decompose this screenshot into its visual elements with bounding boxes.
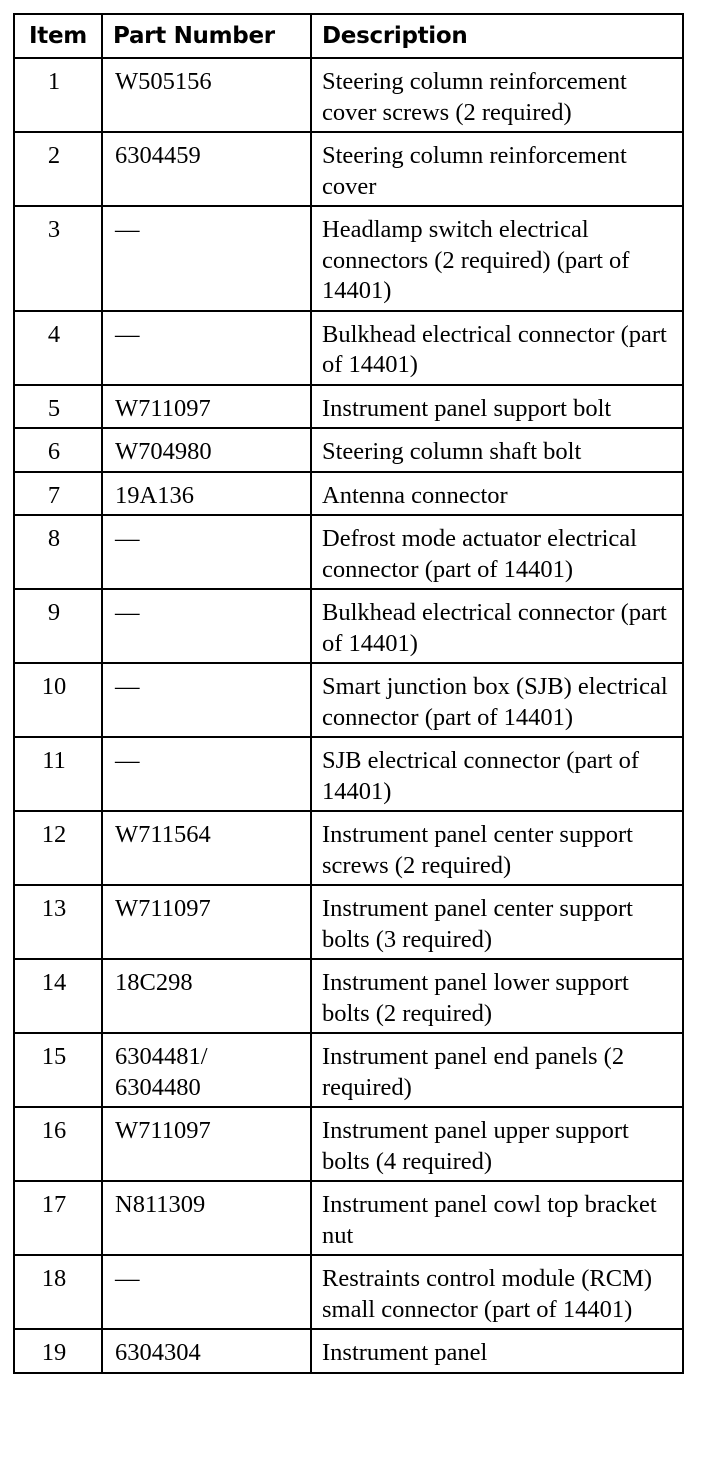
item-cell: 18: [14, 1255, 102, 1329]
table-row: [14, 1181, 683, 1255]
description-cell: Bulkhead electrical connector (part of 14401): [311, 589, 683, 663]
part-number-cell: 18C298: [102, 959, 311, 1033]
table-row: [14, 515, 683, 589]
header-row: [14, 14, 683, 58]
part-number-cell: —: [102, 663, 311, 737]
table-row: [14, 132, 683, 206]
column-header-item: Item: [14, 14, 102, 58]
table-row: [14, 472, 683, 516]
table-row: [14, 663, 683, 737]
description-cell: Instrument panel center support bolts (3 required): [311, 885, 683, 959]
table-row: [14, 311, 683, 385]
table-row: [14, 428, 683, 472]
description-cell: SJB electrical connector (part of 14401): [311, 737, 683, 811]
table-row: [14, 1033, 683, 1107]
part-number-cell: 6304304: [102, 1329, 311, 1373]
part-number-cell: N811309: [102, 1181, 311, 1255]
parts-table: [13, 13, 684, 1374]
table-row: [14, 811, 683, 885]
part-number-cell: W711564: [102, 811, 311, 885]
part-number-cell: 6304459: [102, 132, 311, 206]
description-cell: Steering column shaft bolt: [311, 428, 683, 472]
description-cell: Instrument panel upper support bolts (4 required): [311, 1107, 683, 1181]
part-number-cell: W505156: [102, 58, 311, 132]
part-number-cell: —: [102, 1255, 311, 1329]
description-cell: Bulkhead electrical connector (part of 14401): [311, 311, 683, 385]
item-cell: 11: [14, 737, 102, 811]
item-cell: 1: [14, 58, 102, 132]
column-header-description: Description: [311, 14, 683, 58]
table-row: [14, 1329, 683, 1373]
item-cell: 3: [14, 206, 102, 311]
part-number-cell: —: [102, 515, 311, 589]
table-row: [14, 959, 683, 1033]
item-cell: 10: [14, 663, 102, 737]
table-row: [14, 206, 683, 311]
item-cell: 13: [14, 885, 102, 959]
item-cell: 2: [14, 132, 102, 206]
item-cell: 7: [14, 472, 102, 516]
table-row: [14, 1255, 683, 1329]
item-cell: 4: [14, 311, 102, 385]
part-number-cell: W711097: [102, 385, 311, 429]
item-cell: 16: [14, 1107, 102, 1181]
description-cell: Instrument panel support bolt: [311, 385, 683, 429]
description-cell: Instrument panel end panels (2 required): [311, 1033, 683, 1107]
item-cell: 14: [14, 959, 102, 1033]
table-row: [14, 1107, 683, 1181]
part-number-cell: W711097: [102, 1107, 311, 1181]
item-cell: 5: [14, 385, 102, 429]
table-row: [14, 589, 683, 663]
item-cell: 15: [14, 1033, 102, 1107]
item-cell: 17: [14, 1181, 102, 1255]
description-cell: Antenna connector: [311, 472, 683, 516]
part-number-cell: —: [102, 737, 311, 811]
item-cell: 9: [14, 589, 102, 663]
description-cell: Instrument panel lower support bolts (2 required): [311, 959, 683, 1033]
part-number-cell: —: [102, 206, 311, 311]
description-cell: Instrument panel cowl top bracket nut: [311, 1181, 683, 1255]
description-cell: Instrument panel: [311, 1329, 683, 1373]
table-header: [14, 14, 683, 58]
description-cell: Defrost mode actuator electrical connector (part of 14401): [311, 515, 683, 589]
part-number-cell: W704980: [102, 428, 311, 472]
column-header-part-number: Part Number: [102, 14, 311, 58]
item-cell: 8: [14, 515, 102, 589]
part-number-cell: —: [102, 311, 311, 385]
item-cell: 6: [14, 428, 102, 472]
part-number-cell: —: [102, 589, 311, 663]
item-cell: 12: [14, 811, 102, 885]
table-row: [14, 885, 683, 959]
part-number-cell: W711097: [102, 885, 311, 959]
description-cell: Restraints control module (RCM) small connector (part of 14401): [311, 1255, 683, 1329]
description-cell: Steering column reinforcement cover: [311, 132, 683, 206]
part-number-cell: 6304481/ 6304480: [102, 1033, 311, 1107]
table-row: [14, 58, 683, 132]
description-cell: Smart junction box (SJB) electrical connector (part of 14401): [311, 663, 683, 737]
table-row: [14, 385, 683, 429]
item-cell: 19: [14, 1329, 102, 1373]
table-row: [14, 737, 683, 811]
description-cell: Steering column reinforcement cover screws (2 required): [311, 58, 683, 132]
table-body: [14, 58, 683, 1373]
description-cell: Instrument panel center support screws (2 required): [311, 811, 683, 885]
description-cell: Headlamp switch electrical connectors (2 required) (part of 14401): [311, 206, 683, 311]
part-number-cell: 19A136: [102, 472, 311, 516]
